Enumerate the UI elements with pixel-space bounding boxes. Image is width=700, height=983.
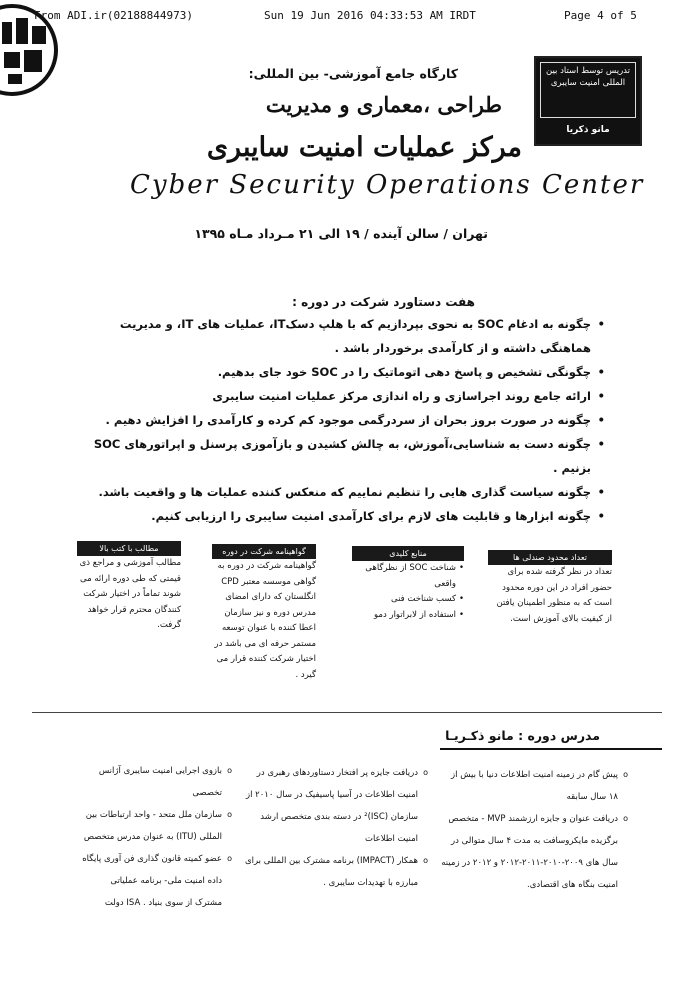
list-item: o پیش گام در زمینه امنیت اطلاعات دنیا با بیش از ۱۸ سال سابقه xyxy=(440,764,628,808)
organization-logo xyxy=(0,0,58,100)
list-item: • چگونه به ادغام SOC به نحوی بپردازیم که با هلپ دسکIT، عملیات های IT، و مدیریت هماهنگی داشته و از کارآمدی برخوردار باشد . xyxy=(85,312,605,360)
fax-sender: From ADI.ir(02188844973) xyxy=(34,9,193,22)
column-header: مطالب با کتب بالا xyxy=(77,541,181,556)
date-venue: تهران / سالن آینده / ۱۹ الی ۲۱ مـرداد مـاه ۱۳۹۵ xyxy=(194,226,488,241)
list-item: • کسب شناخت فنی xyxy=(352,592,464,608)
column-text: گواهینامه شرکت در دوره به گواهی موسسه معتبر CPD انگلستان که دارای امضای مدرس دوره و نیز سازمان اعطا کننده با عنوان توسعه مستمر حرفه ای می باشد در اختیار شرکت کننده قرار می گیرد . xyxy=(214,561,316,680)
materials-column xyxy=(77,541,181,634)
list-item: o سازمان ملل متحد - واحد ارتباطات بین المللی (ITU) به عنوان مدرس متخصص xyxy=(82,804,232,848)
list-item: • استفاده از لابراتوار دمو xyxy=(352,608,464,624)
instructor-column-2 xyxy=(244,762,428,894)
certificate-column xyxy=(212,544,316,683)
resources-list xyxy=(352,561,464,623)
page-title: مرکز عملیات امنیت سایبری xyxy=(206,132,522,163)
list-item: o دریافت عنوان و جایزه ارزشمند MVP - متخصص برگزیده مایکروسافت به مدت ۴ سال متوالی در سال های ۲۰۰۹-۲۰۱۰-۲۰۱۱-۲۰۱۲ و ۲۰۱۲ در زمینه امنیت بنگاه های اقتصادی. xyxy=(440,808,628,896)
badge-brand: مانو ذکریا xyxy=(566,125,610,135)
list-item: o بازوی اجرایی امنیت سایبری آژانس تخصصی xyxy=(82,760,232,804)
workshop-label: کارگاه جامع آموزشی- بین المللی: xyxy=(248,66,458,81)
fax-timestamp: Sun 19 Jun 2016 04:33:53 AM IRDT xyxy=(264,9,476,22)
english-title: Cyber Security Operations Center xyxy=(130,170,645,200)
key-resources-column xyxy=(352,546,464,623)
column-header: منابع کلیدی xyxy=(352,546,464,561)
achievements-heading: هفت دستاورد شرکت در دوره : xyxy=(292,295,475,309)
list-item: o عضو کمیته قانون گذاری فن آوری پایگاه داده امنیت ملی- برنامه عملیاتی مشترک از سوی بنیاد . ISA دولت xyxy=(82,848,232,914)
page-subtitle: طراحی ،معماری و مدیریت xyxy=(265,92,502,117)
limited-seats-column xyxy=(488,550,612,627)
list-item: • چگونه ابزارها و قابلیت های لازم برای کارآمدی امنیت سایبری را ارزیابی کنیم. xyxy=(85,504,605,528)
column-text: مطالب آموزشی و مراجع ذی قیمتی که طی دوره ارائه می شوند تماماً در اختیار شرکت کنندگان محترم قرار خواهد گرفت. xyxy=(79,558,181,630)
column-header: گواهینامه شرکت در دوره xyxy=(212,544,316,559)
instructor-badge xyxy=(534,56,642,146)
fax-page-number: Page 4 of 5 xyxy=(564,9,637,22)
list-item: o دریافت جایزه پر افتخار دستاوردهای رهبری در امنیت اطلاعات در آسیا پاسیفیک در سال ۲۰۱۰ از سازمان (ISC)² در دسته بندی متخصص ارشد امنیت اطلاعات xyxy=(244,762,428,850)
instructor-heading: مدرس دوره : مانو ذکـریـا xyxy=(445,728,600,743)
list-item: • چگونگی تشخیص و پاسخ دهی اتوماتیک را در SOC خود جای بدهیم. xyxy=(85,360,605,384)
instructor-column-1 xyxy=(440,764,628,896)
badge-text: تدریس توسط استاد بین المللی امنیت سایبری xyxy=(540,62,636,118)
column-header: تعداد محدود صندلی ها xyxy=(488,550,612,565)
list-item: • چگونه سیاست گذاری هایی را تنظیم نماییم که منعکس کننده عملیات ها و واقعیت باشد. xyxy=(85,480,605,504)
column-text: تعداد در نظر گرفته شده برای حضور افراد در این دوره محدود است که به منظور اطمینان یافتن از کیفیت بالای آموزش است. xyxy=(496,567,612,624)
list-item: o همکار (IMPACT) برنامه مشترک بین المللی برای مبارزه با تهدیدات سایبری . xyxy=(244,850,428,894)
list-item: • چگونه در صورت بروز بحران از سردرگمی موجود کم کرده و کارآمدی را افزایش دهیم . xyxy=(85,408,605,432)
section-divider xyxy=(32,712,662,713)
achievements-list xyxy=(85,312,605,528)
list-item: • شناخت SOC از نظرگاهی واقعی xyxy=(352,561,464,592)
instructor-column-3 xyxy=(82,760,232,914)
list-item: • چگونه دست به شناسایی،آموزش، به چالش کشیدن و بازآموزی پرسنل و اپراتورهای SOC بزنیم . xyxy=(85,432,605,480)
list-item: • ارائه جامع روند اجراسازی و راه اندازی مرکز عملیات امنیت سایبری xyxy=(85,384,605,408)
